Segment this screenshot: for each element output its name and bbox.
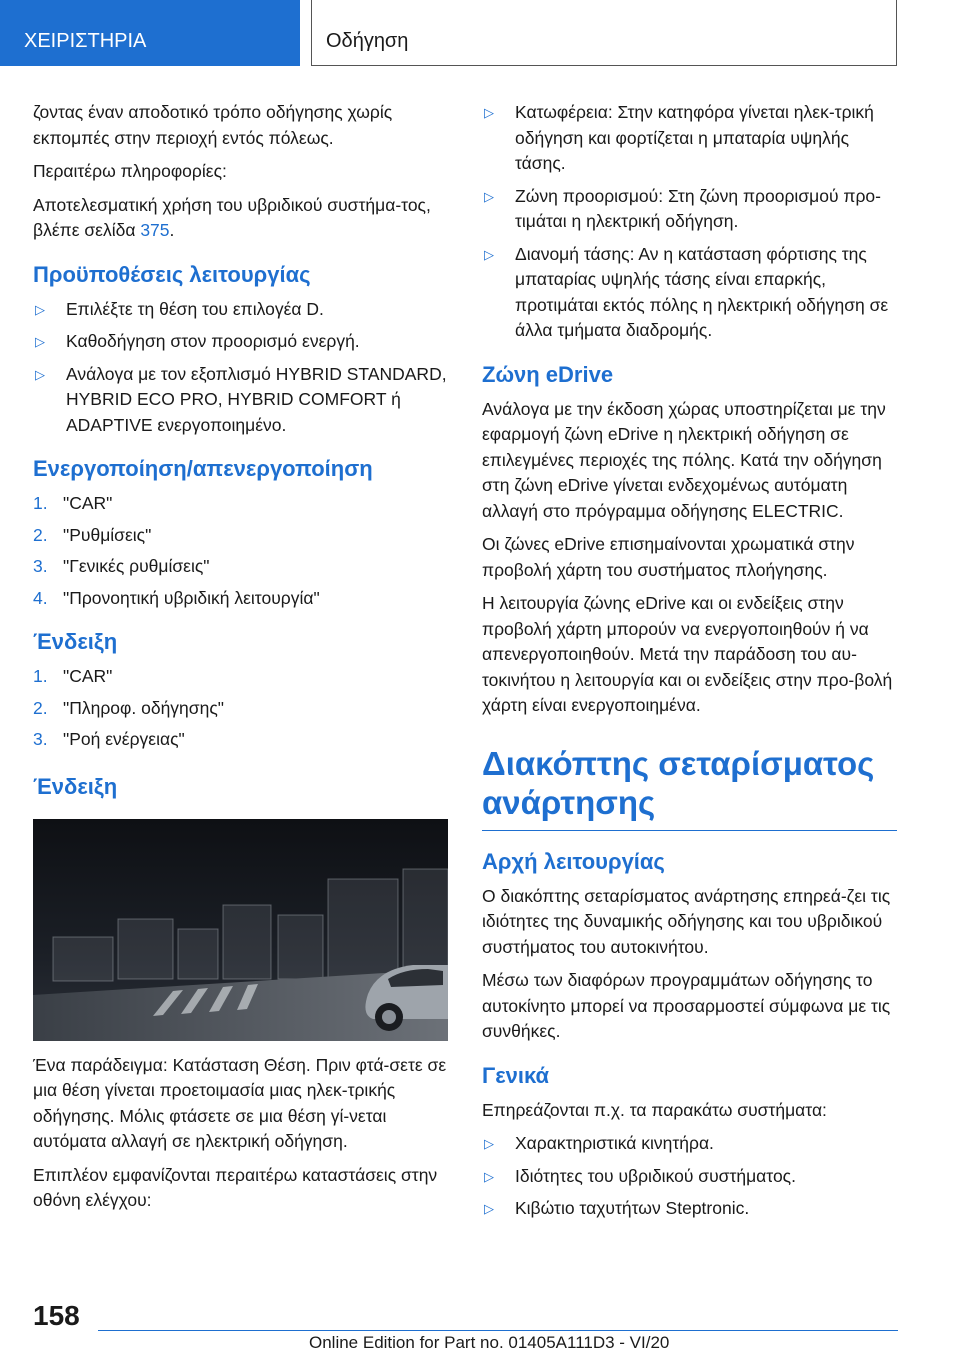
body-paragraph: Η λειτουργία ζώνης eDrive και οι ενδείξεις στην προβολή χάρτη μπορούν να ενεργοποιηθούν ή να απενεργοποιηθούν. Μετά την παράδοση του αυ-τοκινήτου η λειτουργία και οι ενδείξεις στην προ-βολή χάρτη είναι ενεργοποιημένα. [482,593,893,715]
principle-heading: Αρχή λειτουργίας [482,848,665,874]
energy-flow-display-image [33,819,448,1041]
display-steps [33,664,448,753]
body-paragraph: Επιπλέον εμφανίζονται περαιτέρω καταστάσεις στην οθόνη ελέγχου: [33,1164,438,1210]
triangle-bullet-icon: ▷ [35,334,45,349]
activation-heading: Ενεργοποίηση/απενεργοποίηση [33,456,373,481]
left-column [33,100,448,1222]
section-title: Διακόπτης σεταρίσματος ανάρτησης [482,744,875,821]
section-divider [482,830,897,831]
list-item: ▷ Καθοδήγηση στον προορισμό ενεργή. [33,329,448,355]
list-item: ▷ Διανομή τάσης: Αν η κατάσταση φόρτισης της μπαταρίας υψηλής τάσης είναι επαρκής, προτιμάται εκτός πόλης η ηλεκτρική οδήγηση σε άλλα τμήματα διαδρομής. [484,243,889,340]
list-item: ▷ Κατωφέρεια: Στην κατηφόρα γίνεται ηλεκ-τρική οδήγηση και φορτίζεται η μπαταρία υψηλής τάσης. [484,102,874,173]
list-item: ▷ Κιβώτιο ταχυτήτων Steptronic. [482,1196,897,1222]
body-paragraph: Ανάλογα με την έκδοση χώρας υποστηρίζεται με την εφαρμογή ζώνη eDrive η ηλεκτρική οδήγηση σε επιλεγμένες περιοχές της πόλης. Κατά την οδήγηση στη ζώνη eDrive γίνεται ενδεχομένως αυτόματη αλλαγή στο πρόγραμμα οδήγησης ELECTRIC. [482,398,886,521]
list-item: ▷ Επιλέξτε τη θέση του επιλογέα D. [33,297,448,323]
general-heading: Γενικά [482,1062,550,1088]
list-item: 4. "Προνοητική υβριδική λειτουργία" [33,587,320,608]
manual-section-tab[interactable]: ΧΕΙΡΙΣΤΗΡΙΑ [0,0,300,66]
list-item: ▷ Ανάλογα με τον εξοπλισμό HYBRID STANDARD, HYBRID ECO PRO, HYBRID COMFORT ή ADAPTIVE ενεργοποιημένο. [35,363,447,435]
list-item: 2. "Πληροφ. οδήγησης" [33,697,224,718]
body-paragraph: Μέσω των διαφόρων προγραμμάτων οδήγησης το αυτοκίνητο μπορεί να προσαρμοστεί σύμφωνα με τις συνθήκες. [482,970,891,1041]
triangle-bullet-icon: ▷ [484,1201,494,1216]
city-and-car-illustration [33,819,448,1041]
general-list [482,1131,897,1222]
triangle-bullet-icon: ▷ [484,188,494,204]
page-link[interactable]: 375 [140,220,170,240]
body-paragraph: Οι ζώνες eDrive επισημαίνονται χρωματικά στην προβολή χάρτη του συστήματος πλοήγησης. [482,534,855,580]
triangle-bullet-icon: ▷ [484,105,494,120]
prerequisites-heading: Προϋποθέσεις λειτουργίας [33,261,311,287]
body-paragraph: Ο διακόπτης σεταρίσματος ανάρτησης επηρεά-ζει τις ιδιότητες της δυναμικής οδήγησης και του υβριδικού συστήματος του αυτοκινήτου. [482,885,891,957]
status-list [482,100,897,344]
list-item: 3. "Ροή ενέργειας" [33,729,185,749]
list-item: ▷ Ζώνη προορισμού: Στη ζώνη προορισμού προ-τιμάται η ηλεκτρική οδήγηση. [484,185,881,231]
chapter-title: Οδήγηση [311,0,897,66]
edrive-heading: Ζώνη eDrive [482,361,614,387]
triangle-bullet-icon: ▷ [484,246,494,262]
list-item: 1. "CAR" [33,493,113,513]
reference-end: . [169,220,175,240]
display-heading-2: Ένδειξη [33,773,118,799]
list-item: 2. "Ρυθμίσεις" [33,524,152,545]
triangle-bullet-icon: ▷ [35,301,45,317]
body-paragraph: ζοντας έναν αποδοτικό τρόπο οδήγησης χωρίς εκπομπές στην περιοχή εντός πόλεως. [33,102,393,148]
page-header [0,0,960,66]
cross-reference [33,193,448,244]
list-item: 1. "CAR" [33,666,113,686]
activation-steps [33,491,448,611]
right-column [482,100,897,1229]
triangle-bullet-icon: ▷ [484,1136,494,1151]
footer-divider [98,1330,898,1331]
reference-text: Αποτελεσματική χρήση του υβριδικού συστήμα-τος, βλέπε σελίδα [33,194,431,240]
triangle-bullet-icon: ▷ [484,1168,494,1184]
edition-text: Online Edition for Part no. 01405A111D3 - VI/20 [309,1333,670,1352]
body-paragraph: Περαιτέρω πληροφορίες: [33,161,227,181]
body-paragraph: Ένα παράδειγμα: Κατάσταση Θέση. Πριν φτά-σετε σε μια θέση γίνεται προετοιμασία μιας ηλεκ-τρικής οδήγησης. Μόλις φτάσετε σε μια θέση γί-νεται αυτόματα αλλαγή σε ηλεκτρική οδήγηση. [33,1054,447,1151]
body-paragraph: Επηρεάζονται π.χ. τα παρακάτω συστήματα: [482,1099,827,1120]
list-item: 3. "Γενικές ρυθμίσεις" [33,556,210,576]
list-item: ▷ Χαρακτηριστικά κινητήρα. [482,1131,897,1157]
display-heading: Ένδειξη [33,629,118,654]
page-number: 158 [33,1300,80,1331]
list-item: ▷ Ιδιότητες του υβριδικού συστήματος. [482,1164,897,1190]
prerequisites-list [33,297,448,439]
triangle-bullet-icon: ▷ [35,366,45,382]
